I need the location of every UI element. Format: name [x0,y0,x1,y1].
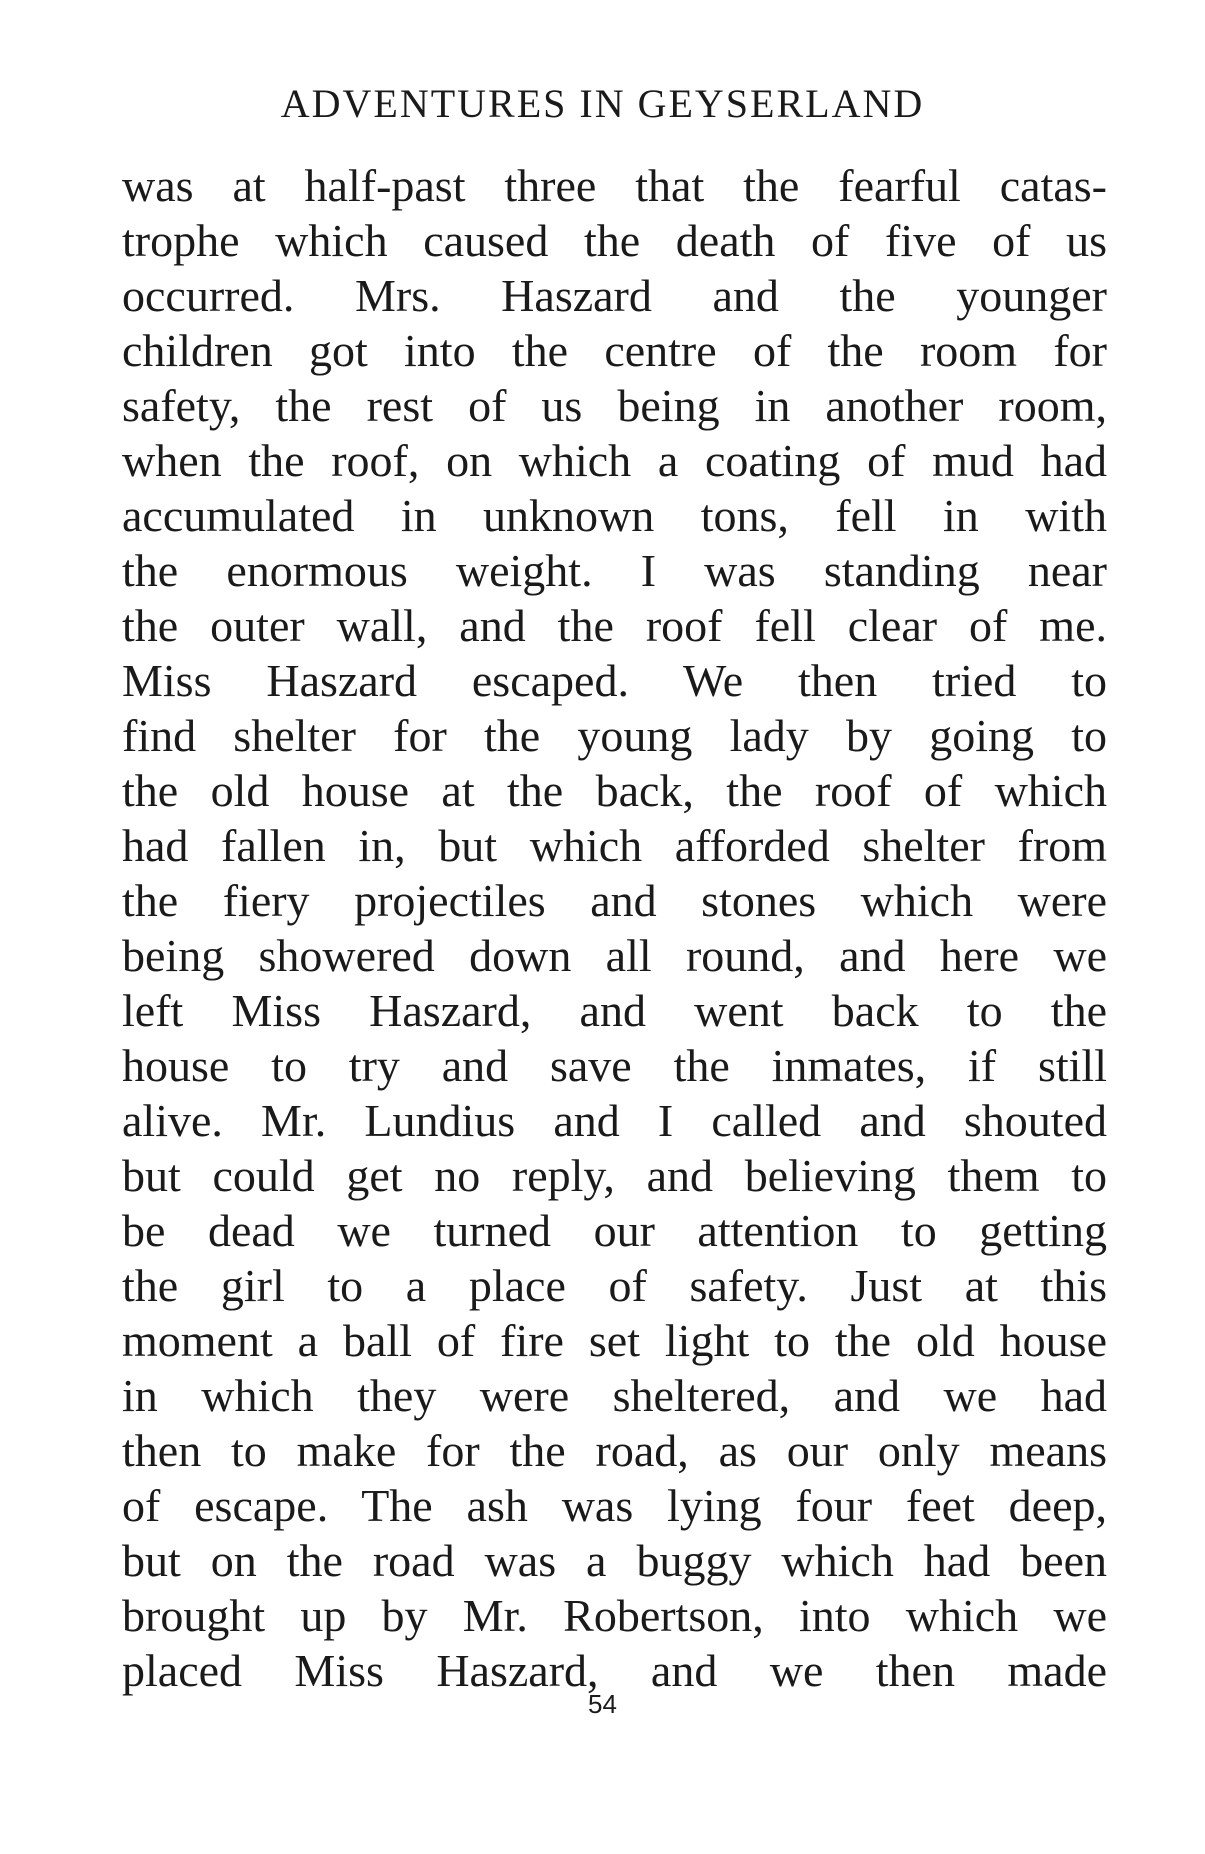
text-line: alive. Mr. Lundius and I called and shouted [122,1095,1107,1146]
text-line: left Miss Haszard, and went back to the [122,985,1107,1036]
text-line: children got into the centre of the room for [122,325,1107,376]
text-line: had fallen in, but which afforded shelter from [122,820,1107,871]
text-line: accumulated in unknown tons, fell in with [122,490,1107,541]
text-line: placed Miss Haszard, and we then made [122,1645,1107,1696]
text-line: safety, the rest of us being in another room, [122,380,1107,431]
page-number: 54 [588,1689,617,1719]
text-line: the old house at the back, the roof of which [122,765,1107,816]
text-line: the girl to a place of safety. Just at this [122,1260,1107,1311]
text-line: be dead we turned our attention to getting [122,1205,1107,1256]
text-line: occurred. Mrs. Haszard and the younger [122,270,1107,321]
text-line: brought up by Mr. Robertson, into which we [122,1590,1107,1641]
text-line: in which they were sheltered, and we had [122,1370,1107,1421]
text-line: Miss Haszard escaped. We then tried to [122,655,1107,706]
text-line: but on the road was a buggy which had been [122,1535,1107,1586]
text-line: then to make for the road, as our only means [122,1425,1107,1476]
text-line: the enormous weight. I was standing near [122,545,1107,596]
text-line: the fiery projectiles and stones which were [122,875,1107,926]
text-line: being showered down all round, and here we [122,930,1107,981]
text-line: was at half-past three that the fearful catas- [122,160,1107,211]
text-line: find shelter for the young lady by going to [122,710,1107,761]
text-line: but could get no reply, and believing them to [122,1150,1107,1201]
text-line: the outer wall, and the roof fell clear of me. [122,600,1107,651]
text-line: of escape. The ash was lying four feet deep, [122,1480,1107,1531]
text-line: house to try and save the inmates, if still [122,1040,1107,1091]
running-head: ADVENTURES IN GEYSERLAND [280,81,925,126]
body-text [122,158,1107,1698]
text-line: moment a ball of fire set light to the old house [122,1315,1107,1366]
text-line: trophe which caused the death of five of us [122,215,1107,266]
text-line: when the roof, on which a coating of mud had [122,435,1107,486]
